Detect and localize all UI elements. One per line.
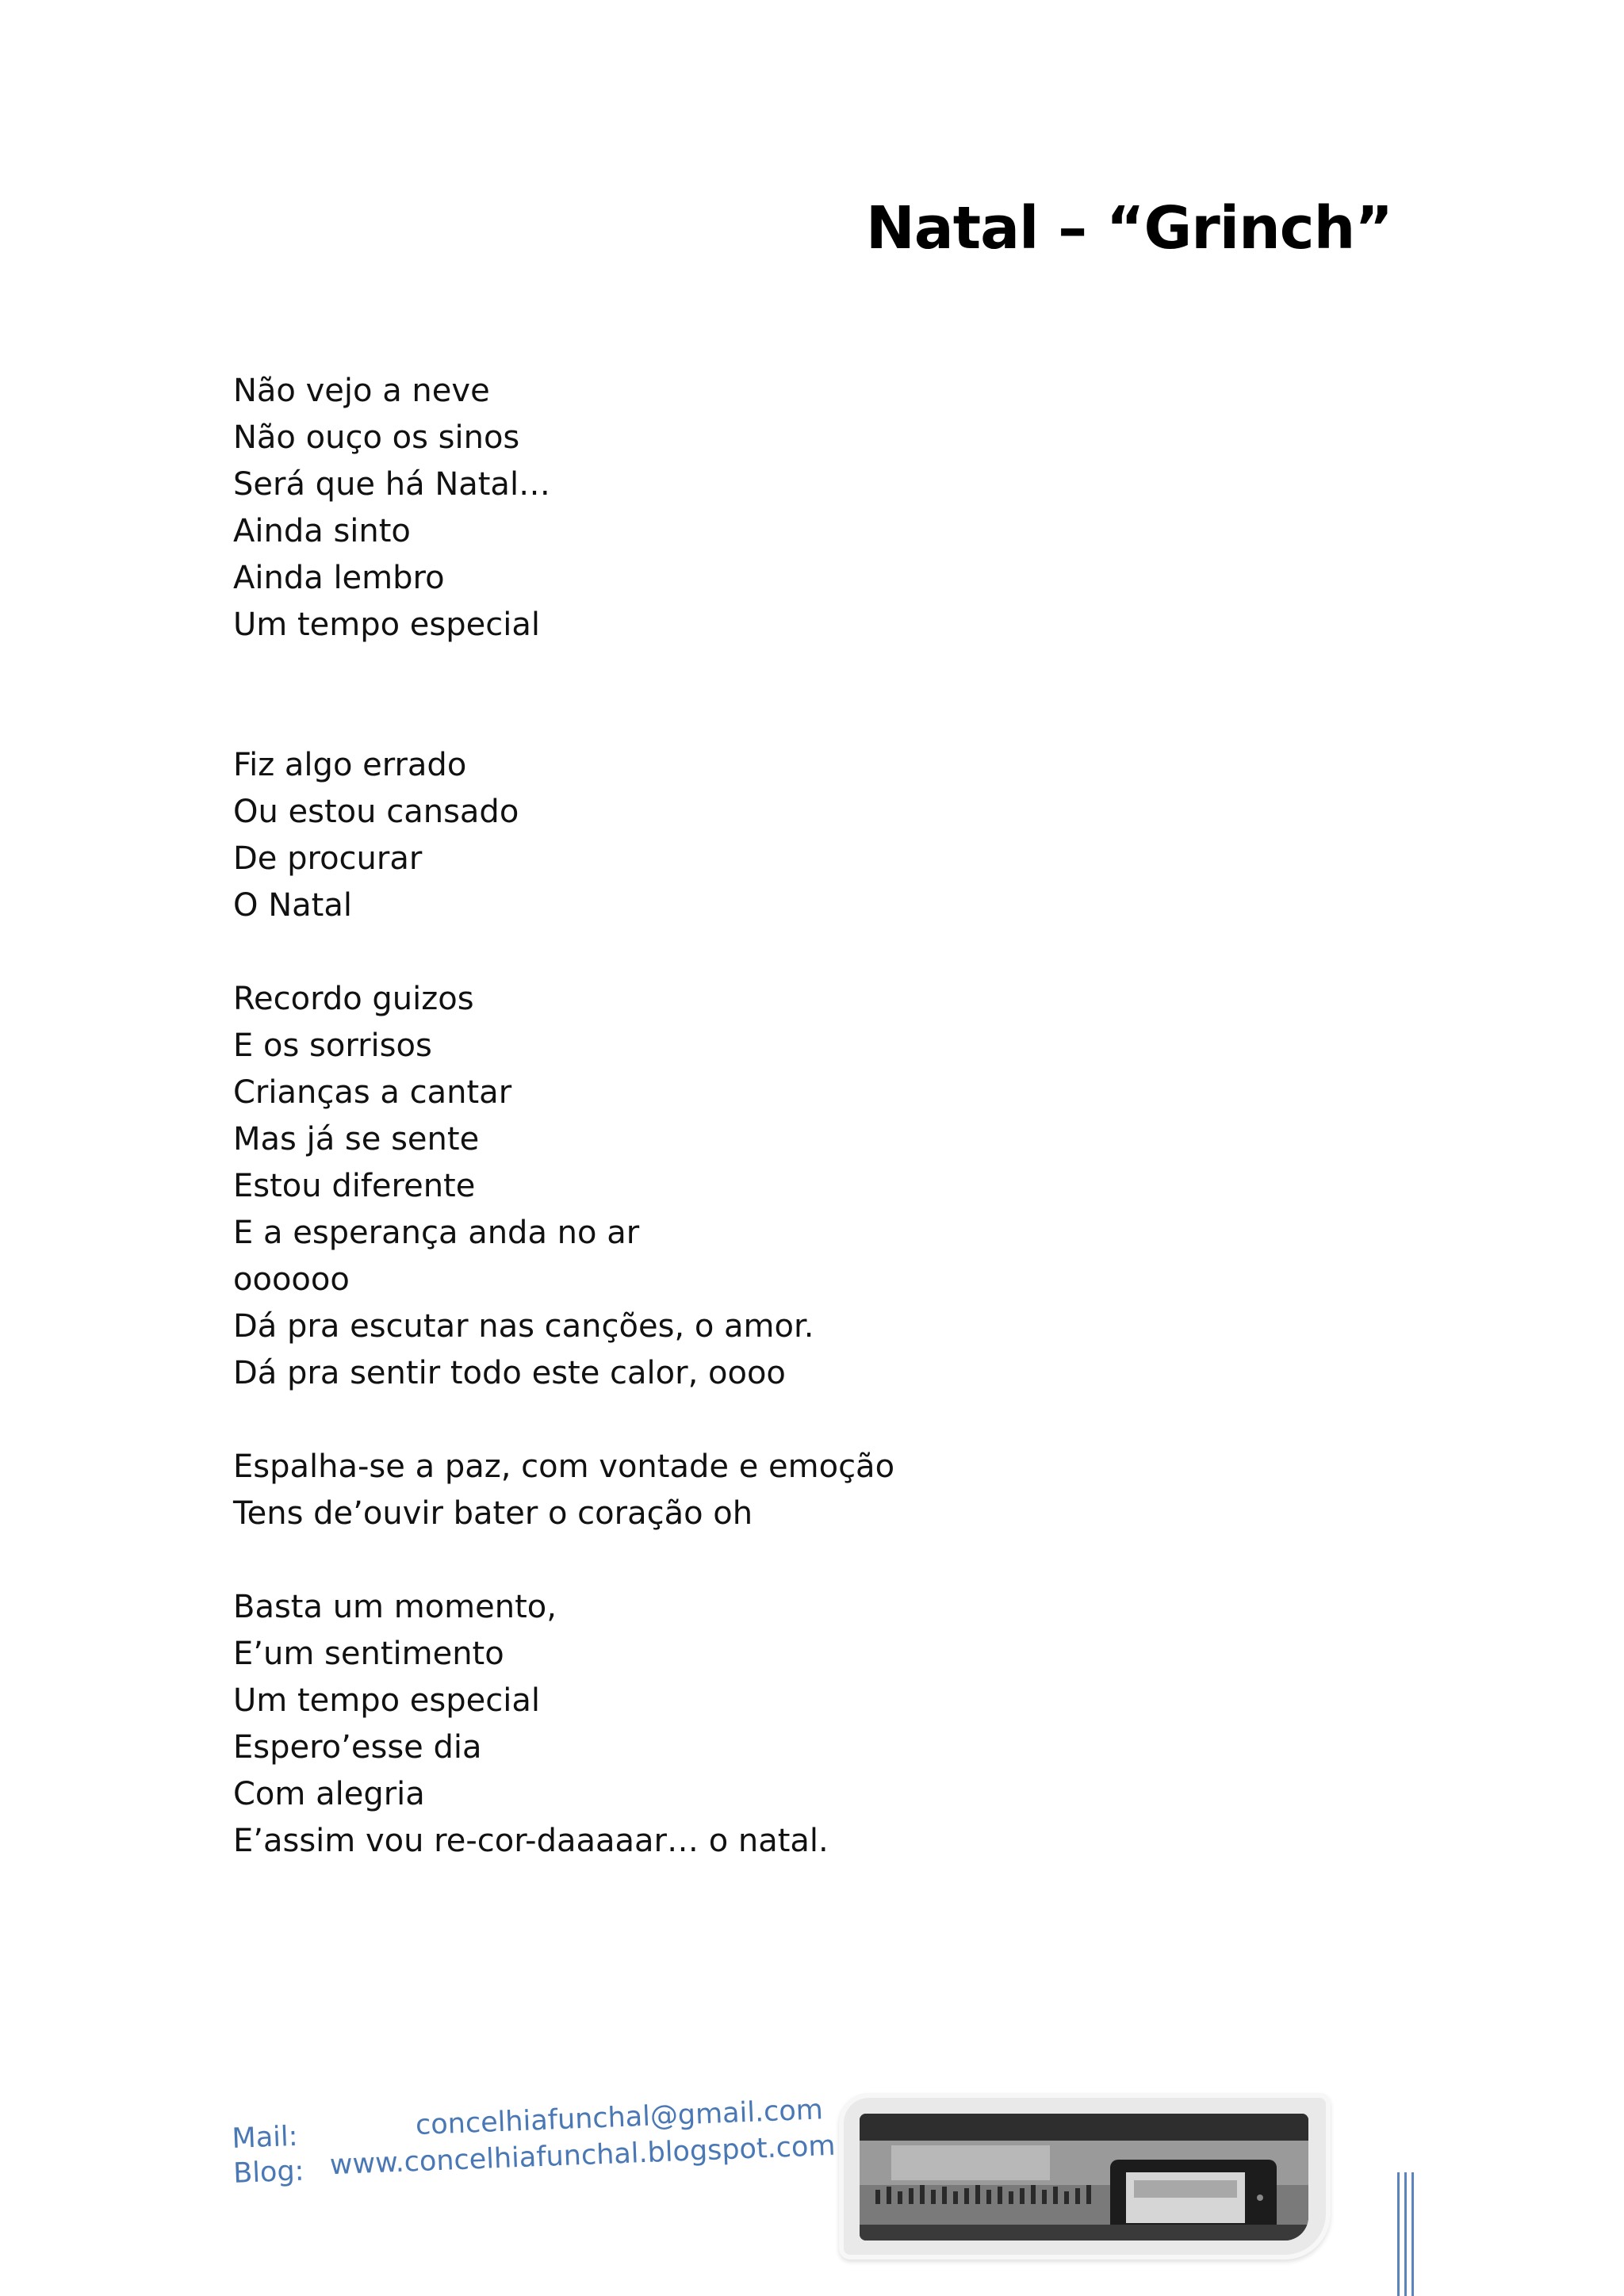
stanza-2 bbox=[233, 742, 1264, 929]
lyric-line: Não ouço os sinos bbox=[233, 419, 520, 456]
lyric-line: Com alegria bbox=[233, 1776, 425, 1812]
stanza-4 bbox=[233, 1444, 1264, 1537]
lyric-line: Um tempo especial bbox=[233, 1682, 540, 1719]
decorative-stripes bbox=[1397, 2172, 1419, 2296]
mail-link[interactable]: concelhiafunchal@gmail.com bbox=[415, 2094, 824, 2142]
stanza-1 bbox=[233, 368, 1264, 649]
lyrics bbox=[233, 368, 1264, 1865]
page-title: Natal – “Grinch” bbox=[865, 194, 1392, 262]
lyric-line: Estou diferente bbox=[233, 1168, 476, 1204]
lyric-line: Dá pra sentir todo este calor, oooo bbox=[233, 1355, 786, 1391]
blog-link[interactable]: www.concelhiafunchal.blogspot.com bbox=[329, 2130, 837, 2182]
lyric-line: Ainda sinto bbox=[233, 513, 411, 549]
lyric-line: E os sorrisos bbox=[233, 1027, 432, 1064]
lyric-line: Crianças a cantar bbox=[233, 1074, 512, 1111]
lyric-line: E’assim vou re-cor-daaaaar… o natal. bbox=[233, 1823, 829, 1859]
lyric-line: Ou estou cansado bbox=[233, 794, 519, 830]
lyric-line: Espero’esse dia bbox=[233, 1729, 482, 1766]
lyric-line: Um tempo especial bbox=[233, 607, 540, 643]
footer-contact bbox=[230, 2064, 837, 2196]
lyric-line: Será que há Natal… bbox=[233, 466, 551, 503]
stanza-3 bbox=[233, 976, 1264, 1397]
lyric-line: Dá pra escutar nas canções, o amor. bbox=[233, 1308, 814, 1345]
lyric-line: E’um sentimento bbox=[233, 1636, 504, 1672]
footer-photo bbox=[860, 2114, 1308, 2241]
lyric-line: Basta um momento, bbox=[233, 1589, 557, 1625]
lyric-line: Mas já se sente bbox=[233, 1121, 480, 1158]
lyric-line: Tens de’ouvir bater o coração oh bbox=[233, 1495, 753, 1532]
lyric-line: Não vejo a neve bbox=[233, 373, 490, 409]
blog-label: Blog: bbox=[232, 2155, 305, 2190]
footer-photo-frame bbox=[839, 2093, 1331, 2260]
lyric-line: E a esperança anda no ar bbox=[233, 1215, 640, 1251]
stanza-5 bbox=[233, 1584, 1264, 1865]
lyric-line: O Natal bbox=[233, 887, 352, 924]
lyric-line: Fiz algo errado bbox=[233, 747, 467, 783]
lyric-line: Recordo guizos bbox=[233, 981, 474, 1017]
lyric-line: Espalha-se a paz, com vontade e emoção bbox=[233, 1448, 895, 1485]
lyric-line: oooooo bbox=[233, 1261, 350, 1298]
lyric-line: De procurar bbox=[233, 840, 423, 877]
lyric-line: Ainda lembro bbox=[233, 560, 445, 596]
mail-label: Mail: bbox=[231, 2120, 299, 2155]
